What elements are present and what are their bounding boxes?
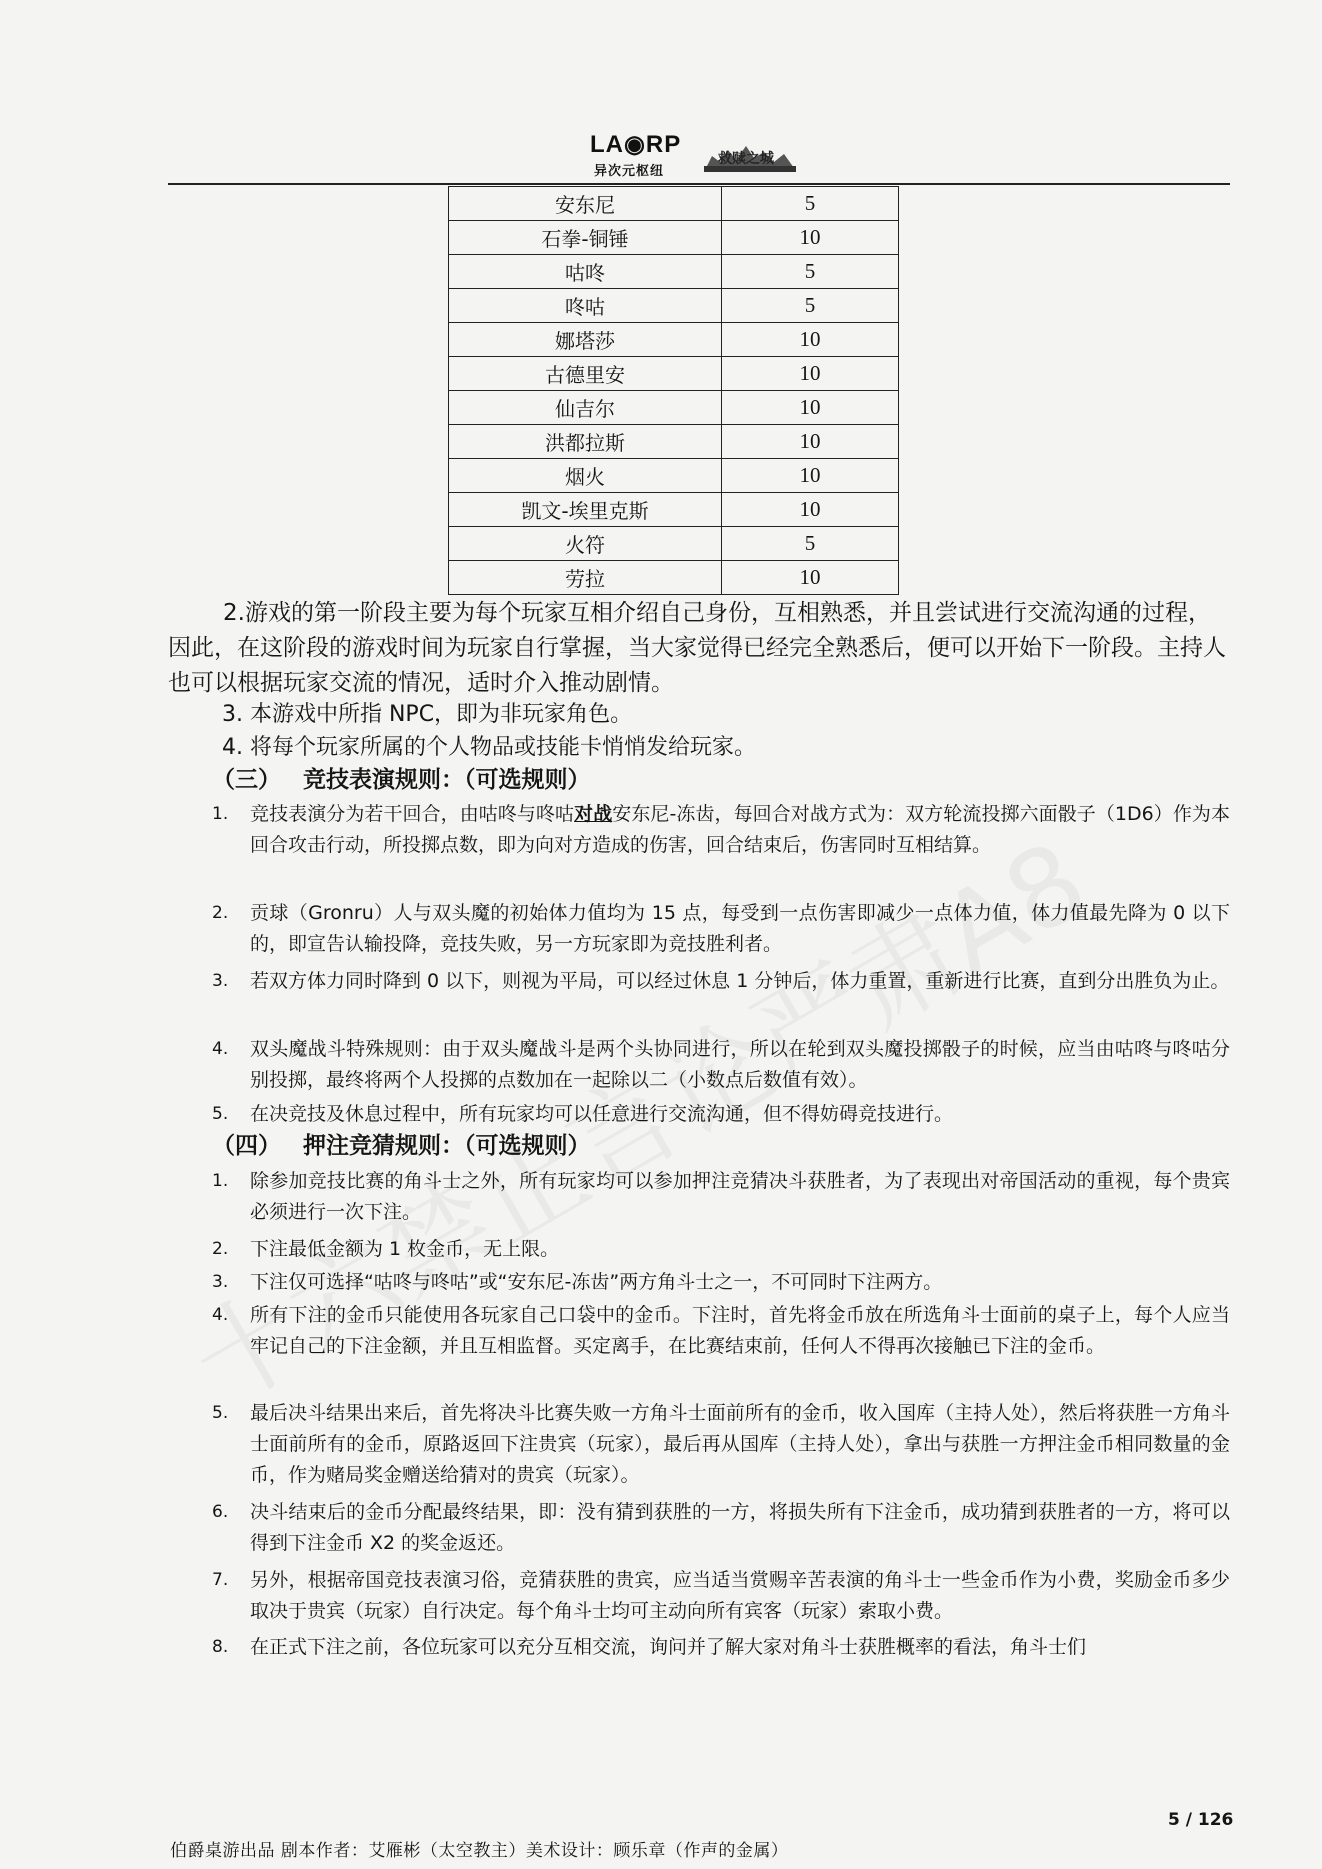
header-logo <box>590 130 820 180</box>
page-number: 5 / 126 <box>1168 1810 1234 1830</box>
npc-name-cell: 古德里安 <box>449 357 722 391</box>
rule-number: 1. <box>212 1171 229 1191</box>
npc-value-cell: 10 <box>722 459 899 493</box>
npc-table-row <box>449 561 899 595</box>
section-3-rule <box>210 898 1230 960</box>
footer-credit: 伯爵桌游出品 剧本作者：艾雁彬（太空教主）美术设计：顾乐章（作声的金属） <box>170 1841 789 1861</box>
npc-table-row <box>449 187 899 221</box>
npc-name-cell: 仙吉尔 <box>449 391 722 425</box>
rule-number: 5. <box>212 1403 229 1423</box>
npc-table-row <box>449 289 899 323</box>
rule-text: 在决竞技及休息过程中，所有玩家均可以任意进行交流沟通，但不得妨碍竞技进行。 <box>250 1103 954 1125</box>
npc-name-cell: 安东尼 <box>449 187 722 221</box>
highlighted-term: 对战 <box>574 803 613 825</box>
logo-subtitle: 异次元枢纽 <box>594 164 665 179</box>
section-4-rule <box>210 1565 1230 1627</box>
npc-name-cell: 咕咚 <box>449 255 722 289</box>
rule-text: 贡球（Gronru）人与双头魔的初始体力值均为 15 点，每受到一点伤害即减少一点体力值，体力值最先降为 0 以下的，即宣告认输投降，竞技失败，另一方玩家即为竞技胜利者。 <box>250 902 1230 955</box>
rule-number: 2. <box>212 903 229 923</box>
npc-name-cell: 咚咕 <box>449 289 722 323</box>
logo-badge-text: 救赎之城 <box>718 151 774 167</box>
section-4-rule <box>210 1166 1230 1228</box>
npc-value-cell: 5 <box>722 527 899 561</box>
section-4-rule <box>210 1300 1230 1362</box>
section-3-rule <box>210 1034 1230 1096</box>
intro-item-3: 3. 本游戏中所指 NPC，即为非玩家角色。 <box>222 702 633 727</box>
npc-table-row <box>449 459 899 493</box>
rule-number: 8. <box>212 1637 229 1657</box>
npc-name-cell: 洪都拉斯 <box>449 425 722 459</box>
section-3-index: （三） <box>212 767 281 793</box>
intro-item-2: 2.游戏的第一阶段主要为每个玩家互相介绍自己身份，互相熟悉，并且尝试进行交流沟通的过程，因此，在这阶段的游戏时间为玩家自行掌握，当大家觉得已经完全熟悉后，便可以开始下一阶段。主持人也可以根据玩家交流的情况，适时介入推动剧情。 <box>168 600 1226 696</box>
npc-name-cell: 火符 <box>449 527 722 561</box>
rule-number: 3. <box>212 1272 229 1292</box>
npc-table <box>448 186 899 595</box>
section-3-title: 竞技表演规则：（可选规则） <box>303 767 591 793</box>
section-4-rule <box>210 1234 1230 1265</box>
rule-text: 最后决斗结果出来后，首先将决斗比赛失败一方角斗士面前所有的金币，收入国库（主持人处），然后将获胜一方角斗士面前所有的金币，原路返回下注贵宾（玩家），最后再从国库（主持人处），拿出与获胜一方押注金币相同数量的金币，作为赌局奖金赠送给猜对的贵宾（玩家）。 <box>250 1402 1230 1486</box>
npc-value-cell: 10 <box>722 357 899 391</box>
section-4-title: 押注竞猜规则：（可选规则） <box>303 1133 591 1159</box>
intro-item-4: 4. 将每个玩家所属的个人物品或技能卡悄悄发给玩家。 <box>222 735 756 760</box>
rule-number: 4. <box>212 1039 229 1059</box>
npc-value-cell: 10 <box>722 221 899 255</box>
npc-value-cell: 10 <box>722 425 899 459</box>
npc-name-cell: 娜塔莎 <box>449 323 722 357</box>
rule-text: 双头魔战斗特殊规则：由于双头魔战斗是两个头协同进行，所以在轮到双头魔投掷骰子的时候，应当由咕咚与咚咕分别投掷，最终将两个人投掷的点数加在一起除以二（小数点后数值有效）。 <box>250 1038 1230 1091</box>
rule-text: 另外，根据帝国竞技表演习俗，竞猜获胜的贵宾，应当适当赏赐辛苦表演的角斗士一些金币作为小费，奖励金币多少取决于贵宾（玩家）自行决定。每个角斗士均可主动向所有宾客（玩家）索取小费。 <box>250 1569 1230 1622</box>
rule-number: 6. <box>212 1502 229 1522</box>
rule-number: 1. <box>212 804 229 824</box>
rule-text: 决斗结束后的金币分配最终结果，即：没有猜到获胜的一方，将损失所有下注金币，成功猜到获胜者的一方，将可以得到下注金币 X2 的奖金返还。 <box>250 1501 1230 1554</box>
npc-table-row <box>449 391 899 425</box>
npc-value-cell: 5 <box>722 255 899 289</box>
rule-number: 4. <box>212 1305 229 1325</box>
rule-number: 2. <box>212 1239 229 1259</box>
npc-table-row <box>449 357 899 391</box>
section-4-index: （四） <box>212 1133 281 1159</box>
npc-name-cell: 劳拉 <box>449 561 722 595</box>
npc-name-cell: 烟火 <box>449 459 722 493</box>
npc-name-cell: 石拳-铜锤 <box>449 221 722 255</box>
section-4-rule <box>210 1497 1230 1559</box>
rule-text: 竞技表演分为若干回合，由咕咚与咚咕对战安东尼-冻齿，每回合对战方式为：双方轮流投掷六面骰子（1D6）作为本回合攻击行动，所投掷点数，即为向对方造成的伤害，回合结束后，伤害同时互相结算。 <box>250 803 1230 856</box>
npc-value-cell: 10 <box>722 323 899 357</box>
npc-value-cell: 10 <box>722 493 899 527</box>
rule-number: 5. <box>212 1104 229 1124</box>
npc-name-cell: 凯文-埃里克斯 <box>449 493 722 527</box>
rule-text: 除参加竞技比赛的角斗士之外，所有玩家均可以参加押注竞猜决斗获胜者，为了表现出对帝国活动的重视，每个贵宾必须进行一次下注。 <box>250 1170 1230 1223</box>
npc-table-row <box>449 425 899 459</box>
npc-table-row <box>449 255 899 289</box>
laorp-logo: LA◉RP <box>590 131 682 158</box>
rule-text: 下注最低金额为 1 枚金币，无上限。 <box>250 1238 560 1260</box>
rule-text: 下注仅可选择“咕咚与咚咕”或“安东尼-冻齿”两方角斗士之一，不可同时下注两方。 <box>250 1271 943 1293</box>
rule-text: 所有下注的金币只能使用各玩家自己口袋中的金币。下注时，首先将金币放在所选角斗士面前的桌子上，每个人应当牢记自己的下注金额，并且互相监督。买定离手，在比赛结束前，任何人不得再次接触已下注的金币。 <box>250 1304 1230 1357</box>
header-rule <box>168 183 1230 185</box>
npc-value-cell: 10 <box>722 561 899 595</box>
rule-text: 若双方体力同时降到 0 以下，则视为平局，可以经过休息 1 分钟后，体力重置，重新进行比赛，直到分出胜负为止。 <box>250 970 1230 992</box>
rule-number: 3. <box>212 971 229 991</box>
npc-value-cell: 5 <box>722 187 899 221</box>
section-3-heading <box>212 764 591 796</box>
npc-table-row <box>449 527 899 561</box>
section-3-rule <box>210 966 1230 997</box>
rule-number: 7. <box>212 1570 229 1590</box>
npc-value-cell: 10 <box>722 391 899 425</box>
section-3-rule <box>210 799 1230 861</box>
section-3-rule <box>210 1099 1230 1130</box>
section-4-heading <box>212 1130 591 1162</box>
npc-table-row <box>449 493 899 527</box>
section-4-rule <box>210 1267 1230 1298</box>
section-4-rule <box>210 1632 1230 1663</box>
npc-table-row <box>449 323 899 357</box>
npc-table-row <box>449 221 899 255</box>
section-4-rule <box>210 1398 1230 1491</box>
rule-text: 在正式下注之前，各位玩家可以充分互相交流，询问并了解大家对角斗士获胜概率的看法，角斗士们 <box>250 1636 1087 1658</box>
npc-value-cell: 5 <box>722 289 899 323</box>
